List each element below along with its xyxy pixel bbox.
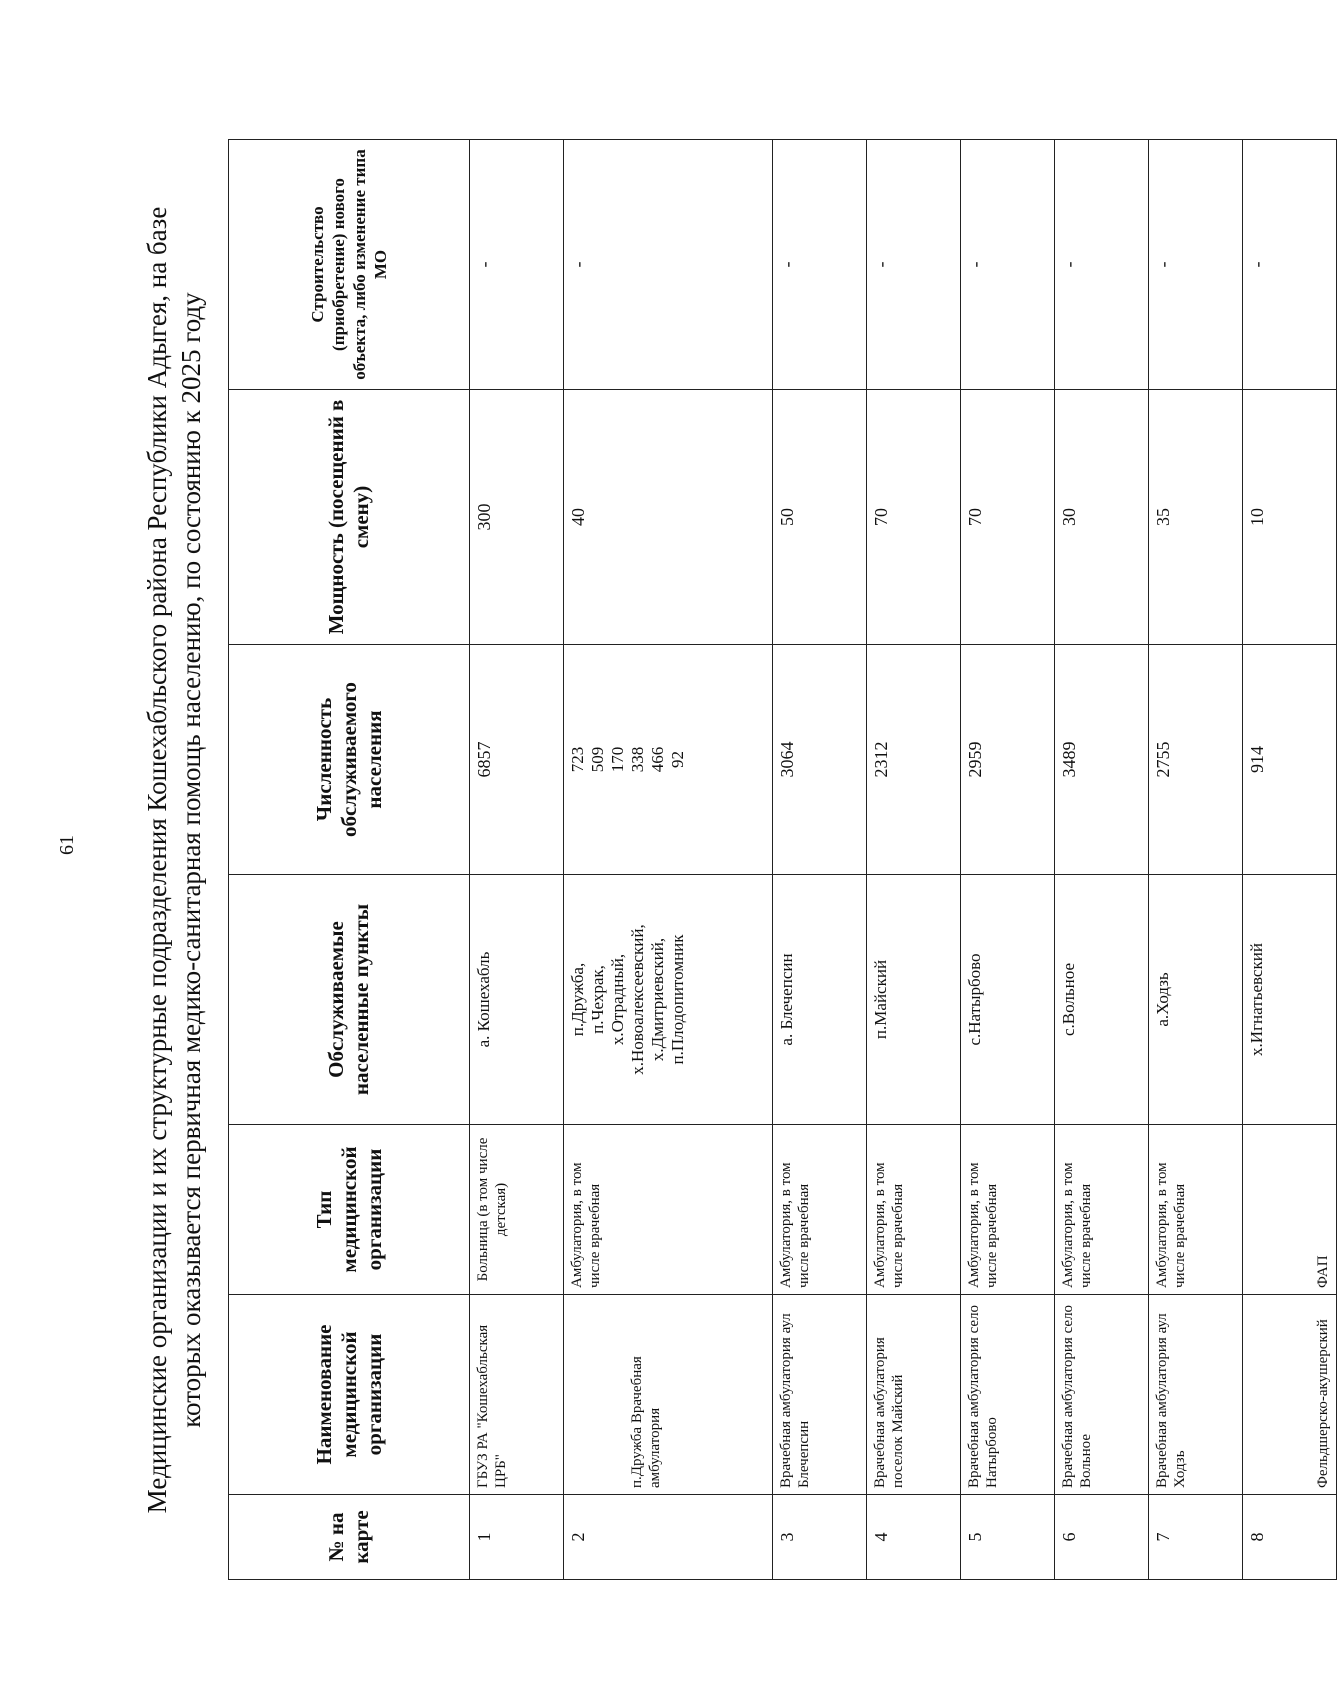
cell-points bbox=[1243, 875, 1337, 1125]
cell-capacity: 10 bbox=[1243, 390, 1337, 645]
cell-points bbox=[773, 875, 867, 1125]
point-item: х.Новоалексеевский, bbox=[628, 924, 647, 1075]
organizations-table bbox=[228, 139, 1337, 1580]
header-row bbox=[229, 140, 470, 1580]
point-item: п.Майский bbox=[871, 959, 890, 1040]
population-item: 2959 bbox=[965, 741, 985, 778]
page-title bbox=[140, 100, 208, 1620]
cell-construction: - bbox=[961, 140, 1055, 390]
cell-points bbox=[470, 875, 564, 1125]
cell-name: Фельдшерско-акушерский bbox=[1243, 1295, 1337, 1495]
cell-population bbox=[773, 645, 867, 875]
population-item: 6857 bbox=[474, 741, 494, 778]
point-item: х.Отрадный, bbox=[608, 953, 627, 1046]
cell-name: ГБУЗ РА "Кошехабльская ЦРБ" bbox=[470, 1295, 564, 1495]
population-item: 2755 bbox=[1153, 741, 1173, 778]
cell-num: 6 bbox=[1055, 1495, 1149, 1580]
point-item: п.Чехрак, bbox=[588, 965, 607, 1034]
cell-construction: - bbox=[867, 140, 961, 390]
cell-construction: - bbox=[1243, 140, 1337, 390]
cell-num: 5 bbox=[961, 1495, 1055, 1580]
cell-type: Амбулатория, в том числе врачебная bbox=[773, 1125, 867, 1295]
cell-points bbox=[1055, 875, 1149, 1125]
header-population: Численность обслуживаемого населения bbox=[229, 645, 470, 875]
cell-name: п.Дружба Врачебная амбулатория bbox=[564, 1295, 773, 1495]
population-item: 466 bbox=[648, 746, 667, 773]
table-row bbox=[961, 140, 1055, 1580]
population-item: 2312 bbox=[871, 741, 891, 778]
cell-population bbox=[564, 645, 773, 875]
cell-name: Врачебная амбулатория село Натырбово bbox=[961, 1295, 1055, 1495]
title-line-2: которых оказывается первичная медико-санитарная помощь населению, по состоянию к 2025 году bbox=[176, 292, 206, 1428]
rotated-page bbox=[140, 100, 1331, 1620]
population-item: 338 bbox=[628, 746, 647, 773]
table-row bbox=[1149, 140, 1243, 1580]
cell-points bbox=[961, 875, 1055, 1125]
cell-population bbox=[1149, 645, 1243, 875]
cell-num: 3 bbox=[773, 1495, 867, 1580]
cell-capacity: 300 bbox=[470, 390, 564, 645]
cell-capacity: 50 bbox=[773, 390, 867, 645]
point-item: х.Игнатьевский bbox=[1247, 943, 1266, 1056]
header-num: № на карте bbox=[229, 1495, 470, 1580]
point-item: а.Ходзь bbox=[1153, 972, 1172, 1027]
cell-capacity: 30 bbox=[1055, 390, 1149, 645]
title-line-1: Медицинские организации и их структурные подразделения Кошехабльского района Республики Адыгея, на базе bbox=[142, 206, 172, 1514]
cell-type: Амбулатория, в том числе врачебная bbox=[564, 1125, 773, 1295]
table-row bbox=[773, 140, 867, 1580]
cell-capacity: 35 bbox=[1149, 390, 1243, 645]
cell-population bbox=[1055, 645, 1149, 875]
population-item: 914 bbox=[1247, 746, 1267, 773]
cell-type: Больница (в том числе детская) bbox=[470, 1125, 564, 1295]
cell-construction: - bbox=[470, 140, 564, 390]
table-row bbox=[1055, 140, 1149, 1580]
header-name: Наименование медицинской организации bbox=[229, 1295, 470, 1495]
cell-num: 7 bbox=[1149, 1495, 1243, 1580]
point-item: х.Дмитриевский, bbox=[648, 937, 667, 1062]
cell-construction: - bbox=[773, 140, 867, 390]
cell-construction: - bbox=[1055, 140, 1149, 390]
population-item: 3489 bbox=[1059, 741, 1079, 778]
cell-capacity: 70 bbox=[867, 390, 961, 645]
cell-name: Врачебная амбулатория село Вольное bbox=[1055, 1295, 1149, 1495]
header-construction: Строительство (приобретение) нового объекта, либо изменение типа МО bbox=[229, 140, 470, 390]
point-item: а. Кошехабль bbox=[474, 951, 493, 1048]
cell-name: Врачебная амбулатория поселок Майский bbox=[867, 1295, 961, 1495]
header-type: Тип медицинской организации bbox=[229, 1125, 470, 1295]
cell-points bbox=[1149, 875, 1243, 1125]
table-row bbox=[470, 140, 564, 1580]
cell-capacity: 70 bbox=[961, 390, 1055, 645]
cell-construction: - bbox=[1149, 140, 1243, 390]
cell-type: Амбулатория, в том числе врачебная bbox=[961, 1125, 1055, 1295]
cell-type: ФАП bbox=[1243, 1125, 1337, 1295]
cell-num: 8 bbox=[1243, 1495, 1337, 1580]
page-number: 61 bbox=[56, 835, 78, 855]
cell-population bbox=[1243, 645, 1337, 875]
cell-population bbox=[867, 645, 961, 875]
population-item: 723 bbox=[568, 746, 587, 773]
cell-points bbox=[867, 875, 961, 1125]
cell-num: 1 bbox=[470, 1495, 564, 1580]
cell-capacity: 40 bbox=[564, 390, 773, 645]
cell-num: 4 bbox=[867, 1495, 961, 1580]
cell-type: Амбулатория, в том числе врачебная bbox=[1149, 1125, 1243, 1295]
point-item: с.Натырбово bbox=[965, 953, 984, 1046]
cell-points bbox=[564, 875, 773, 1125]
point-item: п.Плодопитомник bbox=[668, 934, 687, 1065]
population-item: 170 bbox=[608, 746, 627, 773]
header-points: Обслуживаемые населенные пункты bbox=[229, 875, 470, 1125]
cell-num: 2 bbox=[564, 1495, 773, 1580]
population-item: 92 bbox=[668, 751, 687, 768]
point-item: п.Дружба, bbox=[568, 962, 587, 1037]
population-item: 3064 bbox=[777, 741, 797, 778]
table-row bbox=[1243, 140, 1337, 1580]
table-row bbox=[564, 140, 773, 1580]
cell-name: Врачебная амбулатория аул Ходзь bbox=[1149, 1295, 1243, 1495]
cell-name: Врачебная амбулатория аул Блечепсин bbox=[773, 1295, 867, 1495]
header-capacity: Мощность (посещений в смену) bbox=[229, 390, 470, 645]
point-item: а. Блечепсин bbox=[777, 953, 796, 1046]
cell-population bbox=[470, 645, 564, 875]
cell-type: Амбулатория, в том числе врачебная bbox=[1055, 1125, 1149, 1295]
population-item: 509 bbox=[588, 746, 607, 773]
table-row bbox=[867, 140, 961, 1580]
point-item: с.Вольное bbox=[1059, 963, 1078, 1036]
cell-construction: - bbox=[564, 140, 773, 390]
cell-type: Амбулатория, в том числе врачебная bbox=[867, 1125, 961, 1295]
cell-population bbox=[961, 645, 1055, 875]
